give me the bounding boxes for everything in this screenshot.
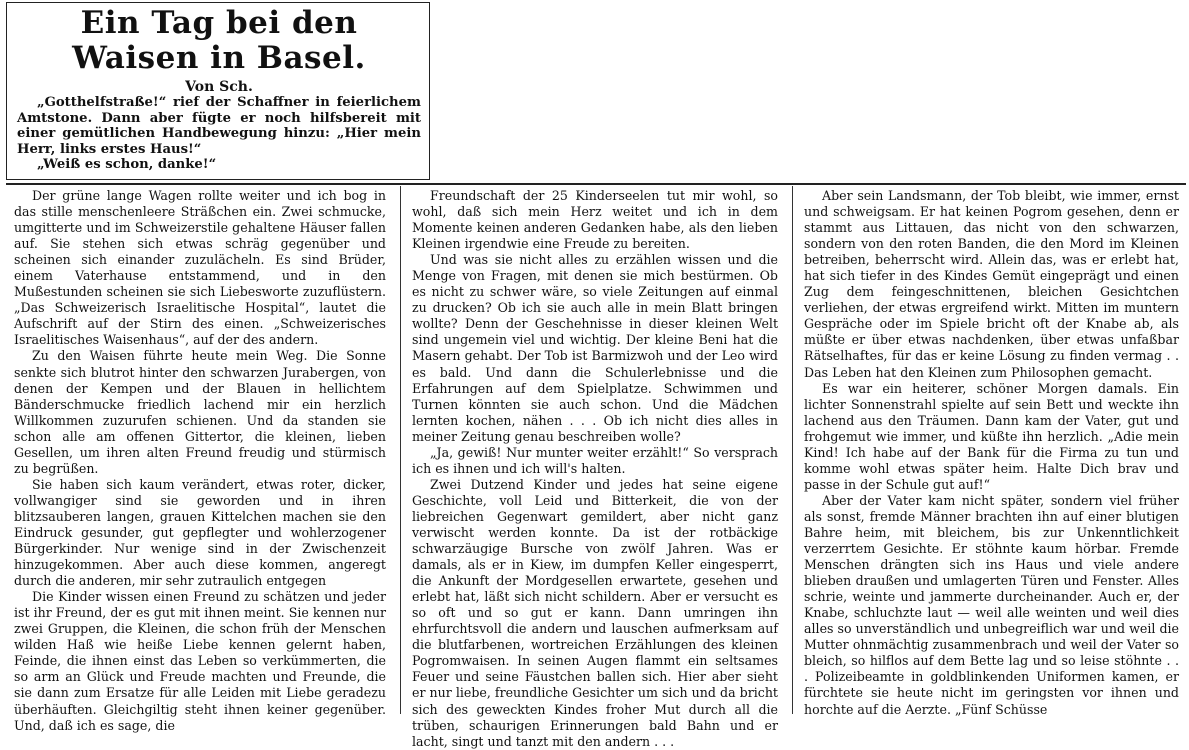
intro-paragraph: „Gotthelfstraße!“ rief der Schaffner in feierlichem Amtstone. Dann aber fügte er noch hilfsbereit mit einer gemütlichen Handbewegung hinzu: „Hier mein Herr, links erstes Haus!“ xyxy=(17,95,421,157)
paragraph: Und was sie nicht alles zu erzählen wissen und die Menge von Fragen, mit denen sie mich bestürmen. Ob es nicht zu schwer wäre, so viele Zeitungen auf einmal zu drucken? Ob ich sie auch alle in mein Blatt bringen wollte? Denn der Geschehnisse in dieser kleinen Welt sind ungemein viel und wichtig. Der kleine Beni hat die Masern gehabt. Der Tob ist Barmizwoh und der Leo wird es bald. Und dann die Schulerlebnisse und die Erfahrungen auf dem Spielplatze. Schwimmen und Turnen könnten sie auch schon. Und die Mädchen lernten kochen, nähen . . . Ob ich nicht dies alles in meiner Zeitung genau beschreiben wolle? xyxy=(412,252,778,444)
headline: Ein Tag bei den Waisen in Basel. xyxy=(72,5,366,76)
text-column-1 xyxy=(14,188,386,733)
intro-paragraph: „Weiß es schon, danke!“ xyxy=(37,157,217,173)
paragraph: „Ja, gewiß! Nur munter weiter erzählt!“ So versprach ich es ihnen und ich will's halten. xyxy=(412,444,778,476)
article-header xyxy=(6,2,430,180)
text-column-2 xyxy=(412,188,778,749)
text-column-3 xyxy=(804,188,1179,718)
paragraph: Es war ein heiterer, schöner Morgen damals. Ein lichter Sonnenstrahl spielte auf sein Bett und weckte ihn lachend aus den Träumen. Dann kam der Vater, gut und frohgemut wie immer, und küßte ihn herzlich. „Adie mein Kind! Ich habe auf der Bank für die Firma zu tun und komme wohl etwas später heim. Halte Dich brav und passe in der Schule gut auf!“ xyxy=(804,380,1179,492)
paragraph: Der grüne lange Wagen rollte weiter und ich bog in das stille menschenleere Sträßchen ein. Zwei schmucke, umgitterte und im Schweizerstile gehaltene Häuser fallen auf. Sie stehen sich etwas schräg gegenüber und scheinen sich einander zuzulächeln. Es sind Brüder, einem Vaterhause entstammend, und in den Mußestunden scheinen sie sich Liebesworte zuzuflüstern. „Das Schweizerisch Israelitische Hospital“, lautet die Aufschrift auf der Stirn des einen. „Schweizerisches Israelitisches Waisenhaus“, auf der des andern. xyxy=(14,188,386,348)
paragraph: Zu den Waisen führte heute mein Weg. Die Sonne senkte sich blutrot hinter den schwarzen Jurabergen, von denen der Kempen und der Blauen in hellichtem Bänderschmucke friedlich lachend mir ein herzlich Willkommen zuzurufen schienen. Und da standen sie schon alle am offenen Gittertor, die kleinen, lieben Gesellen, um ihren alten Freund freudig und stürmisch zu begrüßen. xyxy=(14,348,386,476)
intro xyxy=(17,95,421,173)
column-rule xyxy=(400,186,401,714)
paragraph: Aber sein Landsmann, der Tob bleibt, wie immer, ernst und schweigsam. Er hat keinen Pogrom gesehen, denn er stammt aus Littauen, das nicht von den schwarzen, sondern von den roten Banden, die den Mord im Kleinen betreiben, beherrscht wird. Allein das, was er erlebt hat, hat sich tiefer in des Kindes Gemüt eingeprägt und einen Zug dem feingeschnittenen, bleichen Gesichtchen verliehen, der etwas ergreifend wirkt. Mitten im muntern Gespräche oder im Spiele bricht oft der Knabe ab, als müßte er über etwas nachdenken, über etwas unfaßbar Rätselhaftes, für das er keine Lösung zu finden vermag . . Das Leben hat den Kleinen zum Philosophen gemacht. xyxy=(804,188,1179,380)
column-rule xyxy=(792,186,793,714)
paragraph: Zwei Dutzend Kinder und jedes hat seine eigene Geschichte, voll Leid und Bitterkeit, die von der liebreichen Gegenwart gemildert, aber nicht ganz verwischt werden konnte. Da ist der rotbäckige schwarzäugige Bursche von zwölf Jahren. Was er damals, als er in Kiew, im dumpfen Keller eingesperrt, die Ankunft der Mordgesellen erwartete, gesehen und erlebt hat, läßt sich nicht schildern. Aber er versucht es so oft und so gut er kann. Dann umringen ihn ehrfurchtsvoll die andern und lauschen aufmerksam auf die blutfarbenen, wortreichen Erzählungen des kleinen Pogromwaisen. In seinen Augen flammt ein seltsames Feuer und seine Fäustchen ballen sich. Hier aber sieht er nur liebe, freundliche Gesichter um sich und da bricht sich des geweckten Kindes froher Mut durch all die trüben, schaurigen Erinnerungen bald Bahn und er lacht, singt und tanzt mit den andern . . . xyxy=(412,476,778,749)
byline: Von Sch. xyxy=(185,79,253,95)
paragraph: Sie haben sich kaum verändert, etwas roter, dicker, vollwangiger sind sie geworden und in ihren blitzsauberen langen, grauen Kittelchen machen sie den Eindruck gesunder, gut gepflegter und wohlerzogener Bürgerkinder. Nur wenige sind in der Zwischenzeit hinzugekommen. Aber auch diese kommen, angeregt durch die anderen, mir sehr zutraulich entgegen xyxy=(14,476,386,589)
header-rule xyxy=(6,183,1186,185)
paragraph: Die Kinder wissen einen Freund zu schätzen und jeder ist ihr Freund, der es gut mit ihnen meint. Sie kennen nur zwei Gruppen, die Kleinen, die schon früh der Menschen wilden Haß wie heiße Liebe kennen gelernt haben, Feinde, die ihnen einst das Leben so verkümmerten, die so arm an Glück und Freude machten und Freunde, die sie dann zum Ersatze für alle Leiden mit Liebe geradezu überhäuften. Gleichgiltig steht ihnen keiner gegenüber. Und, daß ich es sage, die xyxy=(14,589,386,733)
paragraph: Aber der Vater kam nicht später, sondern viel früher als sonst, fremde Männer brachten ihn auf einer blutigen Bahre heim, mit bleichem, bis zur Unkenntlichkeit verzerrtem Gesichte. Er stöhnte kaum hörbar. Fremde Menschen drängten sich ins Haus und viele andere blieben draußen und umlagerten Türen und Fenster. Alles schrie, weinte und jammerte durcheinander. Auch er, der Knabe, schluchzte laut — weil alle weinten und weil dies alles so unverständlich und unbegreiflich war und weil die Mutter ohnmächtig zusammenbrach und weil der Vater so bleich, so hilflos auf dem Bette lag und so leise stöhnte . . . Polizeibeamte in goldblinkenden Uniformen kamen, er fürchtete sie heute nicht im geringsten vor ihnen und horchte auf die Aerzte. „Fünf Schüsse xyxy=(804,492,1179,717)
paragraph: Freundschaft der 25 Kinderseelen tut mir wohl, so wohl, daß sich mein Herz weitet und ich in dem Momente keinen anderen Gedanken habe, als den lieben Kleinen irgendwie eine Freude zu bereiten. xyxy=(412,188,778,252)
